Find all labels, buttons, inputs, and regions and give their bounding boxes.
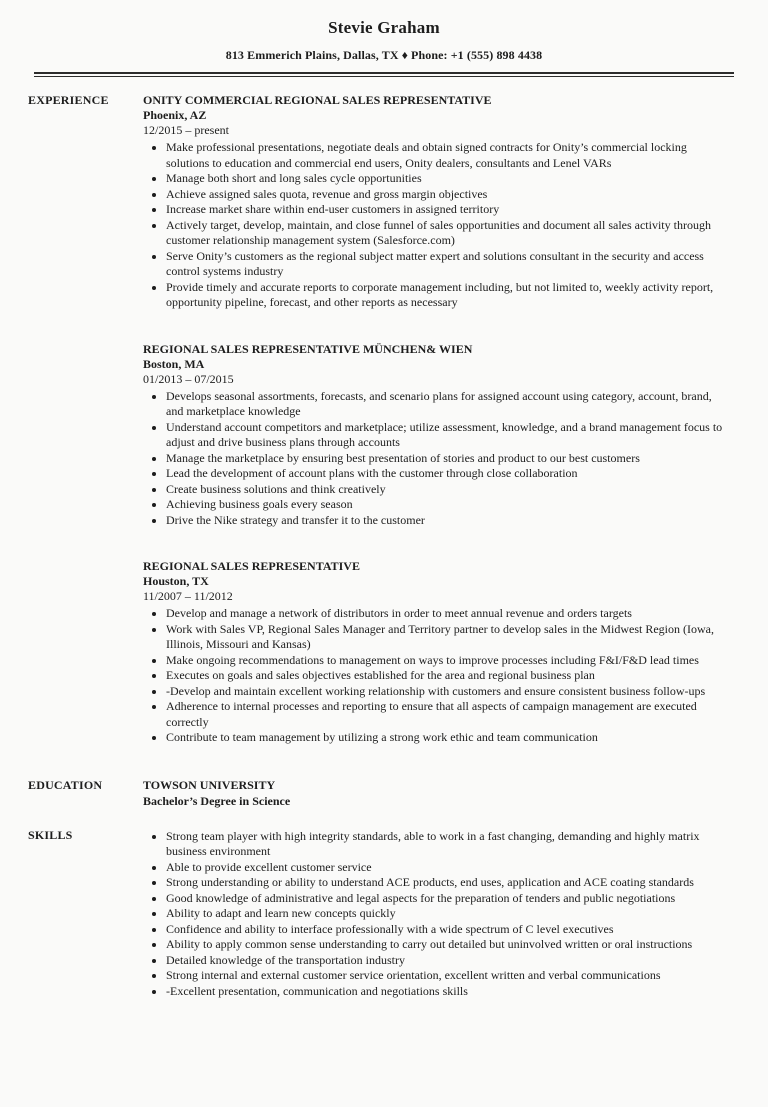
education-section — [28, 777, 724, 810]
skills-bullet-list — [143, 829, 724, 1000]
job-dates: 12/2015 – present — [143, 123, 229, 137]
job-bullet: • Work with Sales VP, Regional Sales Manager and Territory partner to develop sales in the Midwest Region (Iowa, Illinois, Missouri and Kansas) — [166, 622, 724, 653]
job-entry — [143, 558, 724, 746]
job-bullet: • Adherence to internal processes and reporting to ensure that all aspects of campaign management are executed correctly — [166, 699, 724, 730]
job-title: REGIONAL SALES REPRESENTATIVE MÜNCHEN& WIEN — [143, 341, 473, 356]
job-bullet: • Achieving business goals every season — [166, 497, 724, 513]
job-bullet: • Drive the Nike strategy and transfer it to the customer — [166, 513, 724, 529]
job-bullet: • Lead the development of account plans with the customer through close collaboration — [166, 466, 724, 482]
job-bullet: • Develop and manage a network of distributors in order to meet annual revenue and orders targets — [166, 606, 724, 622]
skill-bullet: • Ability to adapt and learn new concepts quickly — [166, 906, 724, 922]
resume-name: Stevie Graham — [328, 18, 440, 37]
skills-section — [28, 827, 724, 1000]
job-bullet: • -Develop and maintain excellent working relationship with customers and ensure consistent business follow-ups — [166, 684, 724, 700]
resume-header — [0, 0, 768, 77]
experience-content — [143, 92, 724, 746]
job-bullet: • Create business solutions and think creatively — [166, 482, 724, 498]
job-bullet-list — [143, 140, 724, 311]
job-bullet-list — [143, 389, 724, 529]
skills-label: SKILLS — [28, 827, 73, 842]
job-bullet: • Provide timely and accurate reports to corporate management including, but not limited to, weekly activity report, opportunity pipeline, forecast, and other reports as necessary — [166, 280, 724, 311]
job-entry — [143, 341, 724, 529]
skill-bullet: • Strong team player with high integrity standards, able to work in a fast changing, demanding and highly matrix business environment — [166, 829, 724, 860]
skill-bullet: • Strong internal and external customer service orientation, excellent written and verbal communications — [166, 968, 724, 984]
job-bullet: • Understand account competitors and marketplace; utilize assessment, knowledge, and a brand management focus to adjust and drive business plans through accounts — [166, 420, 724, 451]
job-bullet: • Actively target, develop, maintain, and close funnel of sales opportunities and document all sales activity through customer relationship management system (Salesforce.com) — [166, 218, 724, 249]
job-bullet: • Increase market share within end-user customers in assigned territory — [166, 202, 724, 218]
education-content — [143, 777, 724, 810]
job-entry — [143, 92, 724, 311]
skill-bullet: • Ability to apply common sense understanding to carry out detailed but uninvolved written or oral instructions — [166, 937, 724, 953]
skill-bullet: • Able to provide excellent customer service — [166, 860, 724, 876]
job-bullet: • Make ongoing recommendations to management on ways to improve processes including F&I/F&D lead times — [166, 653, 724, 669]
skill-bullet: • Confidence and ability to interface professionally with a wide spectrum of C level executives — [166, 922, 724, 938]
job-dates: 11/2007 – 11/2012 — [143, 589, 233, 603]
skill-bullet: • Good knowledge of administrative and legal aspects for the preparation of tenders and public negotiations — [166, 891, 724, 907]
job-bullet: • Manage the marketplace by ensuring best presentation of stories and product to our best customers — [166, 451, 724, 467]
skill-bullet: • Detailed knowledge of the transportation industry — [166, 953, 724, 969]
experience-section — [28, 92, 724, 746]
job-bullet: • Manage both short and long sales cycle opportunities — [166, 171, 724, 187]
experience-label: EXPERIENCE — [28, 93, 109, 107]
job-title: ONITY COMMERCIAL REGIONAL SALES REPRESENTATIVE — [143, 93, 492, 107]
job-location: Boston, MA — [143, 356, 205, 371]
job-bullet: • Develops seasonal assortments, forecasts, and scenario plans for assigned account using category, account, brand, and marketplace knowledge — [166, 389, 724, 420]
job-title: REGIONAL SALES REPRESENTATIVE — [143, 559, 360, 573]
skill-bullet: • Strong understanding or ability to understand ACE products, end uses, application and ACE coating standards — [166, 875, 724, 891]
job-bullet-list — [143, 606, 724, 746]
job-location: Houston, TX — [143, 574, 209, 588]
job-bullet: • Make professional presentations, negotiate deals and obtain signed contracts for Onity’s commercial locking solutions to education and commercial end users, Onity dealers, consultants and Lenel VARs — [166, 140, 724, 171]
job-dates: 01/2013 – 07/2015 — [143, 371, 234, 386]
education-school: TOWSON UNIVERSITY — [143, 777, 276, 792]
resume-body — [0, 77, 768, 999]
job-bullet: • Achieve assigned sales quota, revenue and gross margin objectives — [166, 187, 724, 203]
contact-line: 813 Emmerich Plains, Dallas, TX ♦ Phone: +1 (555) 898 4438 — [225, 48, 543, 62]
skills-content — [143, 827, 724, 1000]
education-degree: Bachelor’s Degree in Science — [143, 793, 291, 808]
job-bullet: • Contribute to team management by utilizing a strong work ethic and team communication — [166, 730, 724, 746]
skill-bullet: • -Excellent presentation, communication and negotiations skills — [166, 984, 724, 1000]
job-bullet: • Executes on goals and sales objectives established for the area and regional business plan — [166, 668, 724, 684]
job-bullet: • Serve Onity’s customers as the regional subject matter expert and solutions consultant in the security and access control systems industry — [166, 249, 724, 280]
education-label: EDUCATION — [28, 777, 103, 792]
job-location: Phoenix, AZ — [143, 108, 207, 122]
